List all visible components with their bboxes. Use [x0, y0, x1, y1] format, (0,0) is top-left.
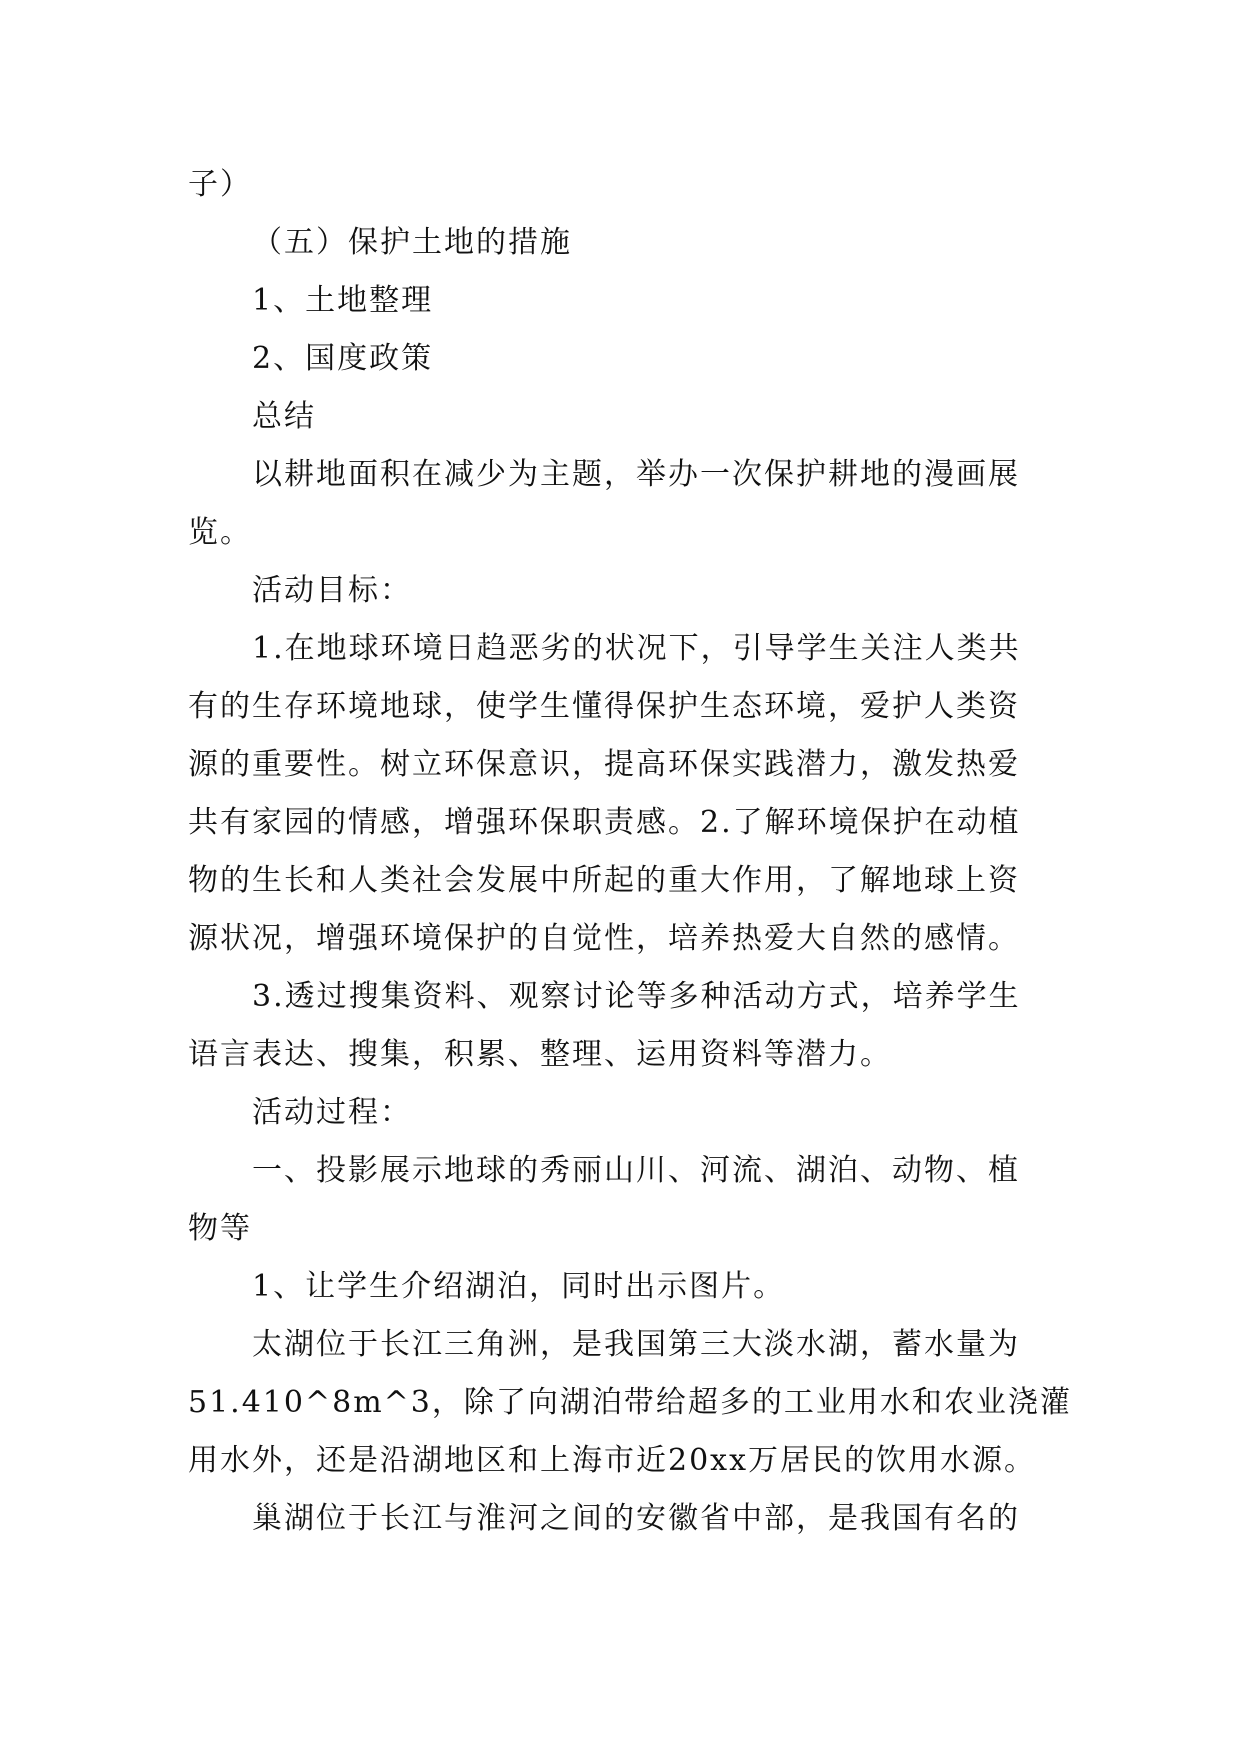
paragraph-line: 共有家园的情感，增强环保职责感。2.了解环境保护在动植 [188, 805, 1021, 840]
paragraph-line: 有的生存环境地球，使学生懂得保护生态环境，爱护人类资 [188, 689, 1020, 724]
paragraph-line: 3.透过搜集资料、观察讨论等多种活动方式，培养学生 [252, 979, 1021, 1014]
heading-activity-process: 活动过程： [252, 1095, 412, 1130]
section-heading-land-protection: （五）保护土地的措施 [252, 225, 572, 260]
paragraph-line: 物的生长和人类社会发展中所起的重大作用，了解地球上资 [188, 863, 1020, 898]
text-line-continuation: 子） [188, 167, 252, 202]
paragraph-line: 巢湖位于长江与淮河之间的安徽省中部，是我国有名的 [252, 1501, 1020, 1536]
paragraph-line: 物等 [188, 1211, 252, 1246]
paragraph-line: 1、让学生介绍湖泊，同时出示图片。 [252, 1269, 786, 1304]
paragraph-line: 以耕地面积在减少为主题，举办一次保护耕地的漫画展 [252, 457, 1020, 492]
paragraph-line: 用水外，还是沿湖地区和上海市近20xx万居民的饮用水源。 [188, 1443, 1037, 1478]
paragraph-line: 源状况，增强环境保护的自觉性，培养热爱大自然的感情。 [188, 921, 1020, 956]
heading-activity-goals: 活动目标： [252, 573, 412, 608]
list-item-national-policy: 2、国度政策 [252, 341, 434, 376]
document-body [188, 156, 1072, 1548]
paragraph-line: 语言表达、搜集，积累、整理、运用资料等潜力。 [188, 1037, 892, 1072]
heading-summary: 总结 [252, 399, 316, 434]
paragraph-line: 一、投影展示地球的秀丽山川、河流、湖泊、动物、植 [252, 1153, 1020, 1188]
paragraph-line: 源的重要性。树立环保意识，提高环保实践潜力，激发热爱 [188, 747, 1020, 782]
paragraph-line: 51.410^8m^3，除了向湖泊带给超多的工业用水和农业浇灌 [188, 1385, 1072, 1420]
paragraph-line: 览。 [188, 515, 252, 550]
paragraph-line: 太湖位于长江三角洲，是我国第三大淡水湖，蓄水量为 [252, 1327, 1020, 1362]
list-item-land-consolidation: 1、土地整理 [252, 283, 434, 318]
paragraph-line: 1.在地球环境日趋恶劣的状况下，引导学生关注人类共 [252, 631, 1021, 666]
